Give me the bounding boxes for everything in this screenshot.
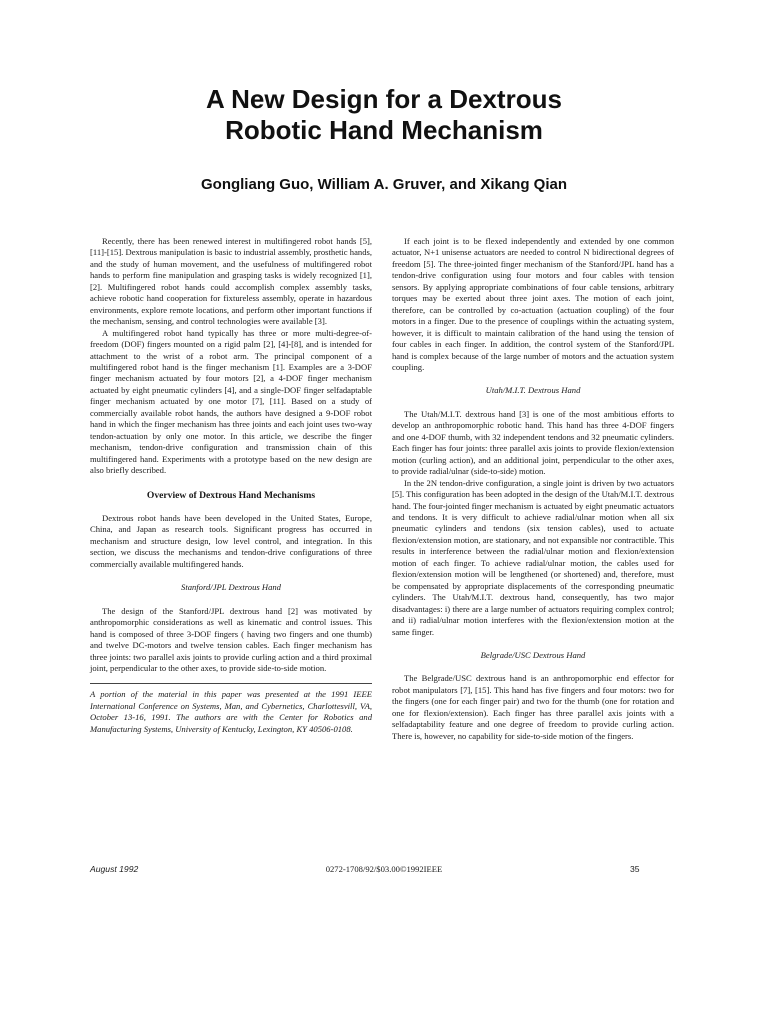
belgrade-paragraph: The Belgrade/USC dextrous hand is an anthropomorphic end effector for robot manipulators [7], [15]. This hand has five fingers and four motors: two for the fingers (one for each finger pair) and two for the thumb (one for rotation and one for flexion/extension). Each finger has three parallel axis joints with a selfadaptability feature and one degree of freedom to provide curling action. There is, however, no capability for side-to-side motion of the fingers.	[392, 673, 674, 741]
utah-paragraph-2: In the 2N tendon-drive configuration, a single joint is driven by two actuators [5]. This configuration has been adopted in the design of the Utah/M.I.T. dextrous hand. The four-jointed finger mechanism is actuated by eight pneumatic actuators and tendons. It is very difficult to achieve radial/ulnar motion when all six pneumatic cylinders and tendons (six tension cables), used to actuate flexion/extension motion, are stationary, and not expansible nor contractible. This results in interference between the radial/ulnar motion and flexion/extension motion of each finger. To achieve radial/ulnar motion, the cables used for flexion/extension motion will be lengthened (or shortened) and, therefore, must be compensated by appropriate displacements of the corresponding pneumatic cylinders. The Utah/M.I.T. dextrous hand, consequently, has two major disadvantages: i) there are a large number of actuators requiring complex control; and ii) radial/ulnar motion interferes with the flexion/extension motion at the same finger.	[392, 477, 674, 637]
right-column	[392, 236, 674, 742]
footer-copyright-code: 0272-1708/92/$03.00©1992IEEE	[325, 864, 443, 874]
title-line-2: Robotic Hand Mechanism	[225, 115, 543, 145]
section-heading: Overview of Dextrous Hand Mechanisms	[146, 489, 316, 501]
utah-paragraph-1: The Utah/M.I.T. dextrous hand [3] is one of the most ambitious efforts to develop an anthropomorphic robotic hand. This hand has three 4-DOF fingers and one 4-DOF thumb, with 32 independent tendons and 32 pneumatic cylinders. Each finger has four joints: three parallel axis joints to provide flexion/extension motion (curling action), and an additional joint, perpendicular to the other axes, to provide radial/ulnar (side-to-side) motion.	[392, 408, 674, 477]
footnote-divider	[90, 683, 372, 684]
intro-paragraph-2: A multifingered robot hand typically has three or more multi-degree-of-freedom (DOF) fingers mounted on a rigid palm [2], [4]-[8], and is intended for attachment to the wrist of a robot arm. The principal component of a multifingered robot hand is the finger mechanism [1]. Examples are a 3-DOF finger mechanism actuated by four motors [2], a 4-DOF finger mechanism actuated by eight pneumatic cylinders [4], and a single-DOF finger selfadaptable finger mechanism actuated by one motor [7], [11]. Based on a study of commercially available robot hands, the authors have designed a 9-DOF robot hand in which the finger mechanism has three joints and each joint uses two-way tendon-actuation by only one motor. In this article, we describe the finger mechanism, tendon-drive configuration and transmission chain of this multifingered hand. Experiments with a prototype based on the new design are also briefly described.	[90, 327, 372, 476]
title-line-1: A New Design for a Dextrous	[206, 84, 562, 114]
subheading-stanford: Stanford/JPL Dextrous Hand	[181, 582, 281, 593]
intro-paragraph-1: Recently, there has been renewed interest in multifingered robot hands [5], [11]-[15]. Dextrous manipulation is basic to industrial assembly, prosthetic hands, and the study of human movement, and the usefulness of multifingered robot hands to perform fine manipulation and grasping tasks is widely recognized [1], [2]. Multifingered robot hands could accomplish complex assembly tasks, achieve robotic hand cooperation for fixtureless assembly, operate in hazardous environments, explore remote locations, and perform other important functions if the mechanism, sensing, and control technologies were available [3].	[90, 236, 372, 327]
footnote: A portion of the material in this paper was presented at the 1991 IEEE International Conference on Systems, Man, and Cybernetics, Charlottesvill, VA, October 13-16, 1991. The authors are with the Center for Robotics and Manufacturing Systems, University of Kentucky, Lexington, KY 40506-0108.	[90, 689, 372, 734]
stanford-paragraph: The design of the Stanford/JPL dextrous hand [2] was motivated by anthropomorphic considerations as well as kinematic and control issues. This hand is composed of three 3-DOF fingers ( having two fingers and one thumb) and twelve DC-motors and twelve tension cables. Each finger mechanism has three joints: two parallel axis joints to provide curling action and a third proximal joint, perpendicular to the other axes, to provide side-to-side motion.	[90, 605, 372, 673]
subheading-belgrade: Belgrade/USC Dextrous Hand	[480, 649, 586, 660]
footer-date: August 1992	[90, 864, 139, 874]
left-column	[90, 236, 372, 735]
overview-paragraph: Dextrous robot hands have been developed in the United States, Europe, China, and Japan as research tools. Significant progress has occurred in mechanism and structure design, low level control, and integration. In this section, we discuss the mechanisms and tendon-drive configurations of three commercially available multifingered hands.	[90, 512, 372, 569]
author-list: Gongliang Guo, William A. Gruver, and Xikang Qian	[200, 176, 568, 193]
paper-title	[0, 84, 768, 146]
stanford-continued-paragraph: If each joint is to be flexed independently and extended by one common actuator, N+1 unisense actuators are needed to control N bidirectional degrees of freedom [5]. The three-jointed finger mechanism of the Stanford/JPL hand has a tendon-drive configuration using four motors and four cables with tension sensors. By applying appropriate combinations of four cable tensions, arbitrary torques may be exerted about three joint axes. The motion of each joint, therefore, can be controlled by co-actuation (actuation coupling) of the four motors in a finger. Due to the presence of couplings within the actuating system, however, it is difficult to maintain calibration of the hand using the tension of four cables in each finger. In addition, the control system of the Stanford/JPL hand is complex because of the large number of motors and the actuation system coupling.	[392, 236, 674, 372]
subheading-utah: Utah/M.I.T. Dextrous Hand	[485, 385, 581, 396]
page-number: 35	[630, 864, 640, 874]
